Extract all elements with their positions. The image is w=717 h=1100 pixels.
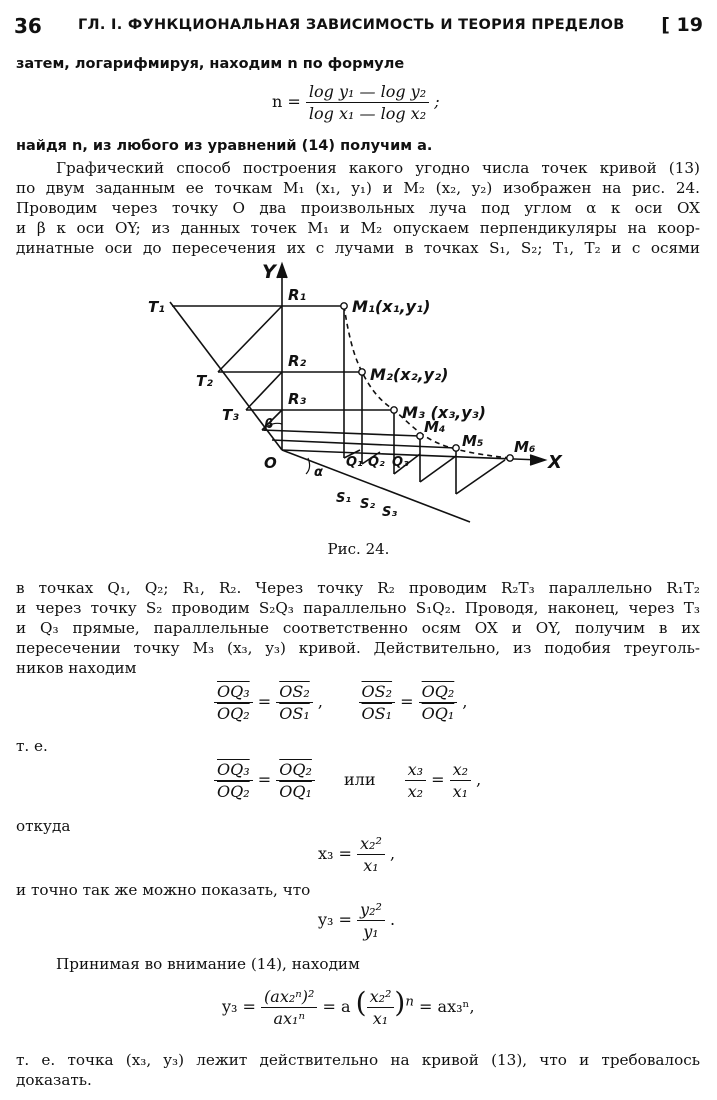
- y-axis-arrowhead: [277, 264, 287, 278]
- formula-n-numerator: log y₁ — log y₂: [306, 82, 429, 103]
- label-s3: S₃: [382, 505, 398, 520]
- closing-paragraph: [16, 1050, 700, 1090]
- label-q2: Q₂: [368, 455, 385, 470]
- label-m3: M₃ (x₃,y₃): [402, 403, 486, 422]
- s-parallel-4: [420, 456, 456, 482]
- running-title: ГЛ. I. ФУНКЦИОНАЛЬНАЯ ЗАВИСИМОСТЬ И ТЕОРИЯ ПРЕДЕЛОВ: [78, 17, 625, 33]
- ratio2-b: $\frac{\text{OQ₂}}{\text{OQ₁}}$: [276, 760, 315, 801]
- label-s2: S₂: [360, 497, 376, 512]
- ratio-a: $\frac{\text{OQ₃}}{\text{OQ₂}}$: [214, 682, 253, 723]
- method-line: Графический способ построения какого угодно числа точек кривой (13): [56, 159, 700, 177]
- label-axis-x: X: [548, 452, 562, 473]
- label-q1: Q₁: [346, 455, 363, 470]
- figure-caption: Рис. 24.: [327, 540, 390, 558]
- point-m3: [391, 407, 397, 413]
- method-line: и β к оси OY; из данных точек M₁ и M₂ опускаем перпендикуляры на коор-: [16, 219, 700, 237]
- ratio2-d: $\frac{\text{x₂}}{\text{x₁}}$: [450, 760, 471, 801]
- point-m4: [417, 433, 423, 439]
- label-r3: R₃: [288, 390, 307, 408]
- label-m1: M₁(x₁,y₁): [352, 297, 431, 316]
- ratios-second-row: $\frac{\text{OQ₃}}{\text{OQ₂}}$ = $\frac{\text{OQ₂}}{\text{OQ₁}}$ или $\frac{\text{x₃}}{\text{x₂}}$ = $\frac{\text{x₂}}{\text{x₁}}$ ,: [214, 760, 481, 801]
- method-paragraph: [16, 158, 700, 258]
- formula-final: y₃ = $\frac{\text{(ax₂ⁿ)²}}{\text{ax₁ⁿ}}$ = a ( $\frac{\text{x₂²}}{\text{x₁}}$ )$^n$ = ax₃ⁿ,: [222, 986, 475, 1028]
- after-n-line: найдя n, из любого из уравнений (14) получим a.: [16, 138, 433, 154]
- formula-n: [272, 82, 440, 123]
- similarly-line: и точно так же можно показать, что: [16, 881, 311, 899]
- ratios-first-row: $\frac{\text{OQ₃}}{\text{OQ₂}}$ = $\frac{\text{OS₂}}{\text{OS₁}}$ , $\frac{\text{OS₂}}{\text{OS₁}}$ = $\frac{\text{OQ₂}}{\text{OQ₁}}$ ,: [214, 682, 467, 723]
- formula-y3: y₃ = $\frac{\text{y₂²}}{\text{y₁}}$ .: [318, 900, 396, 941]
- point-m2: [359, 369, 365, 375]
- label-r1: R₁: [288, 286, 307, 304]
- ratio-c: $\frac{\text{OS₂}}{\text{OS₁}}$: [359, 682, 396, 723]
- formula-n-fraction: [306, 82, 429, 123]
- or-word: или: [344, 770, 376, 789]
- label-m2: M₂(x₂,y₂): [370, 365, 449, 384]
- point-m5: [453, 445, 459, 451]
- running-header: [14, 12, 703, 40]
- method-line: по двум заданным ее точкам M₁ (x₁, y₁) и M₂ (x₂, y₂) изображен на рис. 24.: [16, 179, 700, 197]
- ratio2-c: $\frac{\text{x₃}}{\text{x₂}}$: [405, 760, 426, 801]
- formula-n-lhs: n =: [272, 92, 301, 111]
- te-line-1: т. е.: [16, 737, 48, 755]
- label-m5: M₅: [462, 432, 484, 450]
- label-beta: β: [264, 417, 274, 432]
- label-t2: T₂: [196, 372, 213, 390]
- closing-line: доказать.: [16, 1071, 92, 1089]
- considering-line: Принимая во внимание (14), находим: [56, 955, 360, 973]
- label-m6: M₆: [514, 438, 536, 456]
- label-m4: M₄: [424, 418, 446, 436]
- label-r2: R₂: [288, 352, 307, 370]
- closing-line: т. е. точка (x₃, y₃) лежит действительно на кривой (13), что и требовалось: [16, 1051, 700, 1069]
- formula-n-tail: ;: [434, 92, 440, 111]
- section-number: [ 19: [661, 14, 703, 36]
- after-fig-line: в точках Q₁, Q₂; R₁, R₂. Через точку R₂ проводим R₂T₃ параллельно R₁T₂: [16, 579, 700, 597]
- after-fig-line: пересечении точку M₃ (x₃, y₃) кривой. Действительно, из подобия треуголь-: [16, 639, 700, 657]
- figure-24: [0, 255, 717, 535]
- s-parallel-5: [456, 460, 505, 494]
- label-t3: T₃: [222, 406, 239, 424]
- method-line: Проводим через точку O два произвольных луча под углом α к оси OX: [16, 199, 700, 217]
- t-parallel-1: [218, 306, 282, 372]
- label-axis-y: Y: [262, 261, 276, 283]
- t-parallel-2: [246, 372, 282, 410]
- ratio2-a: $\frac{\text{OQ₃}}{\text{OQ₂}}$: [214, 760, 253, 801]
- inner-h-1: [262, 430, 420, 436]
- label-origin: O: [264, 454, 277, 472]
- page-number: 36: [14, 14, 42, 38]
- method-line: динатные оси до пересечения их с лучами в точках S₁, S₂; T₁, T₂ и с осями: [16, 239, 700, 257]
- after-fig-line: и Q₃ прямые, параллельные соответственно осям OX и OY, получим в их: [16, 619, 700, 637]
- point-m6: [507, 455, 513, 461]
- after-fig-line: и через точку S₂ проводим S₂Q₃ параллельно S₁Q₂. Проводя, наконец, через T₃: [16, 599, 700, 617]
- formula-x3: x₃ = $\frac{\text{x₂²}}{\text{x₁}}$ ,: [318, 834, 396, 875]
- intro-line: затем, логарифмируя, находим n по формуле: [16, 56, 405, 72]
- x-axis: [282, 450, 540, 460]
- formula-n-denominator: log x₁ — log x₂: [308, 104, 427, 123]
- point-m1: [341, 303, 347, 309]
- label-s1: S₁: [336, 491, 352, 506]
- label-alpha: α: [314, 465, 323, 480]
- label-q3: Q₃: [392, 455, 409, 470]
- ratio-d: $\frac{\text{OQ₂}}{\text{OQ₁}}$: [419, 682, 458, 723]
- after-figure-paragraph: [16, 578, 700, 678]
- inner-h-2: [272, 440, 456, 448]
- otkuda-line: откуда: [16, 817, 71, 835]
- x-axis-arrowhead: [530, 455, 545, 465]
- after-fig-line: ников находим: [16, 659, 137, 677]
- label-t1: T₁: [148, 298, 165, 316]
- ratio-b: $\frac{\text{OS₂}}{\text{OS₁}}$: [276, 682, 313, 723]
